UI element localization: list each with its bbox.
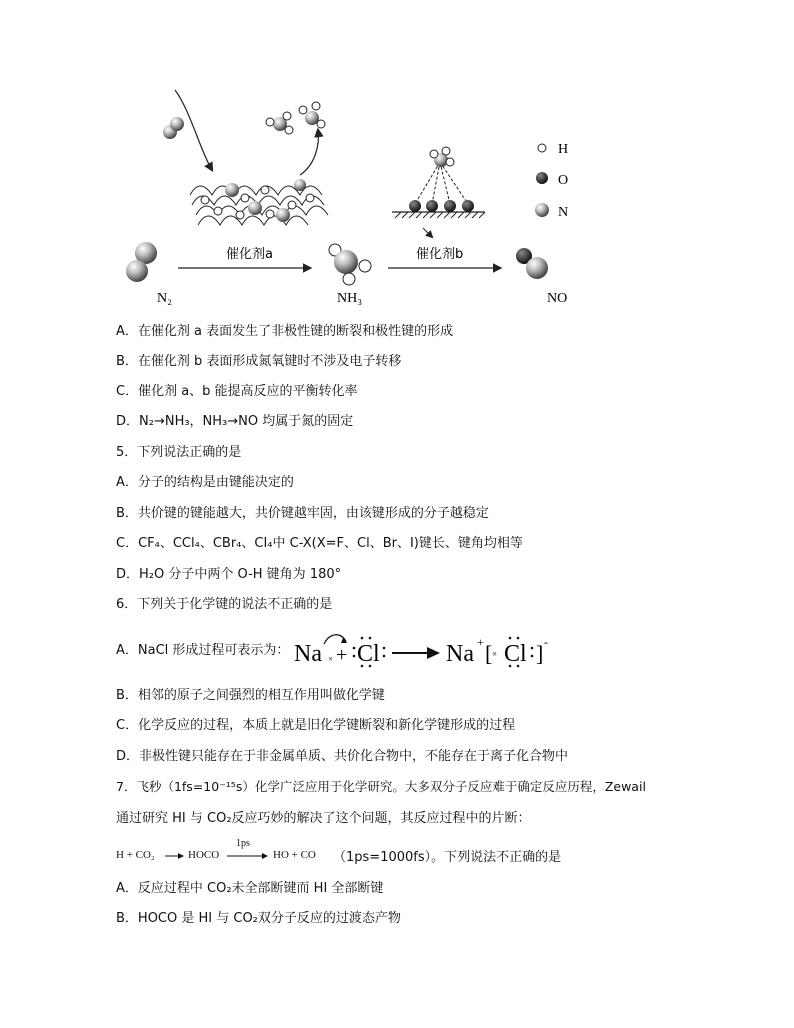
svg-text:×: × — [328, 654, 334, 664]
nh3-molecule — [329, 244, 371, 285]
q4-option-b: B．在催化剂 b 表面形成氮氧键时不涉及电子转移 — [116, 354, 402, 369]
na-charge: + — [477, 635, 484, 649]
q5-option-a: A．分子的结构是由键能决定的 — [116, 475, 294, 490]
nh3-label: NH₃ — [337, 291, 363, 306]
svg-text:×: × — [492, 649, 498, 659]
legend-n: N — [558, 205, 569, 220]
cl-charge: - — [544, 635, 548, 649]
eq-over: 1ps — [236, 838, 250, 849]
q5-option-c: C．CF₄、CCl₄、CBr₄、CI₄中 C-X(X=F、Cl、Br、I)键长、键角均相等 — [116, 536, 523, 551]
n2-molecule — [126, 242, 157, 282]
cl-atom: Cl — [357, 641, 380, 667]
eq-right: HO + CO — [273, 849, 316, 861]
catalyst-b-label: 催化剂b — [416, 247, 464, 262]
catalyst-b-surface — [392, 147, 485, 237]
legend — [535, 144, 549, 217]
q4-option-c: C．催化剂 a、b 能提高反应的平衡转化率 — [116, 384, 358, 399]
na-atom: Na — [294, 641, 322, 667]
q7-equation — [116, 840, 716, 870]
n2-label: N₂ — [157, 291, 172, 306]
legend-h: H — [558, 142, 569, 157]
q7-option-a: A．反应过程中 CO₂未全部断键而 HI 全部断键 — [116, 881, 384, 896]
q5-option-d: D．H₂O 分子中两个 O-H 键角为 180° — [116, 567, 342, 582]
eq-mid: HOCO — [188, 849, 220, 861]
eq-left: H + CO₂ — [116, 849, 155, 861]
q7-stem-line1: 7．飞秒（1fs=10⁻¹⁵s）化学广泛应用于化学研究。大多双分子反应难于确定反应历程，Zewail — [116, 779, 646, 794]
q6-option-c: C．化学反应的过程，本质上就是旧化学键断裂和新化学键形成的过程 — [116, 718, 516, 733]
svg-text:]: ] — [536, 641, 544, 666]
q7-stem-line2: 通过研究 HI 与 CO₂反应巧妙的解决了这个问题，其反应过程中的片断： — [116, 811, 531, 826]
q4-option-d: D．N₂→NH₃，NH₃→NO 均属于氮的固定 — [116, 414, 354, 429]
svg-text:[: [ — [485, 641, 493, 666]
q5-stem: 5．下列说法正确的是 — [116, 445, 242, 460]
q7-option-b: B．HOCO 是 HI 与 CO₂双分子反应的过渡态产物 — [116, 911, 401, 926]
q6-option-d: D．非极性键只能存在于非金属单质、共价化合物中，不能存在于离子化合物中 — [116, 749, 569, 764]
q6-option-b: B．相邻的原子之间强烈的相互作用叫做化学键 — [116, 688, 385, 703]
q4-option-a: A．在催化剂 a 表面发生了非极性键的断裂和极性键的形成 — [116, 324, 454, 339]
eq-tail: （1ps=1000fs）。下列说法不正确的是 — [333, 850, 562, 865]
reaction-figure — [0, 0, 794, 310]
svg-text:+: + — [336, 644, 348, 666]
nacl-formation-diagram — [290, 630, 560, 670]
q6-stem: 6．下列关于化学键的说法不正确的是 — [116, 597, 333, 612]
cl-ion: Cl — [504, 641, 527, 667]
legend-o: O — [558, 173, 569, 188]
no-molecule — [516, 248, 548, 279]
q5-option-b: B．共价键的键能越大，共价键越牢固，由该键形成的分子越稳定 — [116, 506, 489, 521]
q6-option-a-prefix: A．NaCl 形成过程可表示为： — [116, 643, 290, 658]
no-label: NO — [547, 291, 568, 306]
na-ion: Na — [446, 641, 474, 667]
catalyst-a-label: 催化剂a — [226, 247, 273, 262]
catalyst-a-surface — [163, 90, 328, 225]
